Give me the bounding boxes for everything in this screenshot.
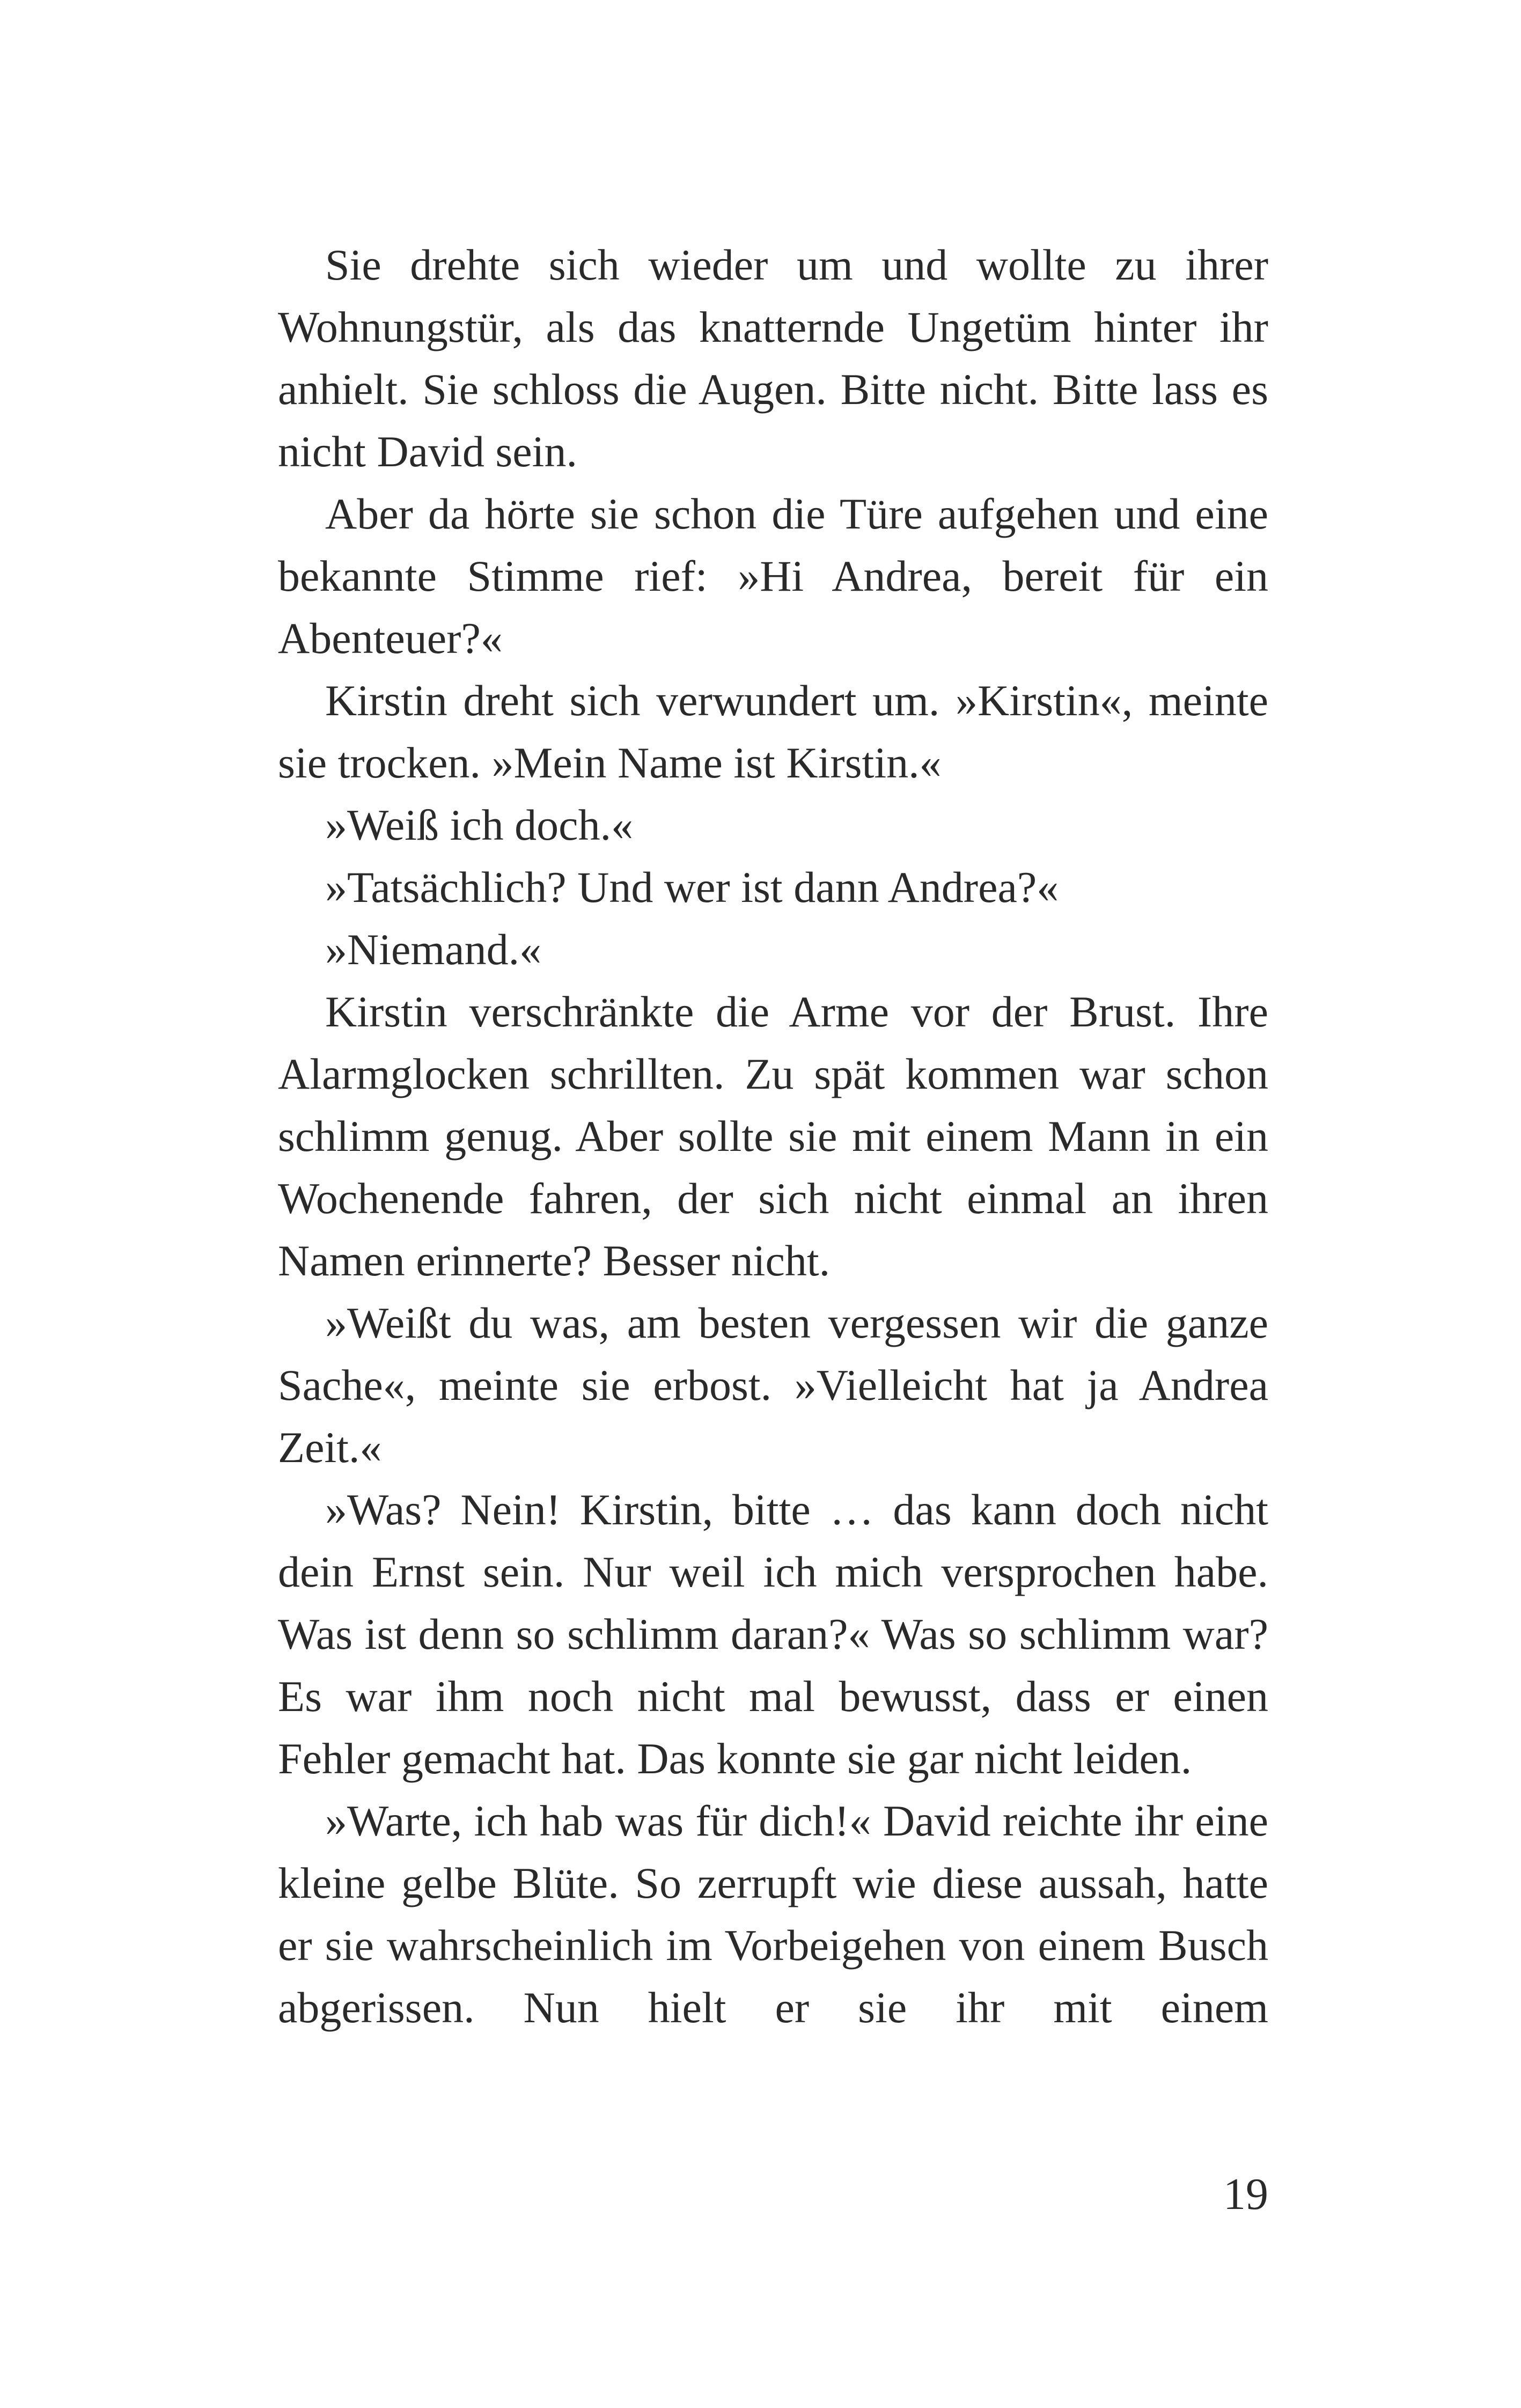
paragraph-7: Kirstin verschränkte die Arme vor der Brust. Ihre Alarmglocken schrillten. Zu spät kommen war schon schlimm genug. Aber sollte sie mit einem Mann in ein Wochenende fahren, der sich nicht einmal an ihren Namen erinnerte? Besser nicht. xyxy=(278,987,1268,1285)
paragraph-6: »Niemand.« xyxy=(325,925,542,974)
paragraph-10: »Warte, ich hab was für dich!« David reichte ihr eine kleine gelbe Blüte. So zerrupft wie diese aussah, hatte er sie wahrscheinlich im Vorbeigehen von einem Busch abgerissen. Nun hielt er sie ihr mit einem xyxy=(278,1796,1268,2032)
paragraph-9: »Was? Nein! Kirstin, bitte … das kann doch nicht dein Ernst sein. Nur weil ich mich versprochen habe. Was ist denn so schlimm daran?« Was so schlimm war? Es war ihm noch nicht mal bewusst, dass er einen Fehler gemacht hat. Das konnte sie gar nicht leiden. xyxy=(278,1485,1268,1783)
paragraph-8: »Weißt du was, am besten vergessen wir die ganze Sache«, meinte sie erbost. »Vielleicht hat ja Andrea Zeit.« xyxy=(278,1298,1268,1472)
paragraph-2: Aber da hörte sie schon die Türe aufgehen und eine bekannte Stimme rief: »Hi Andrea, bereit für ein Abenteuer?« xyxy=(278,489,1268,663)
paragraph-4: »Weiß ich doch.« xyxy=(325,801,634,849)
paragraph-3: Kirstin dreht sich verwundert um. »Kirstin«, meinte sie trocken. »Mein Name ist Kirstin.« xyxy=(278,676,1268,787)
body-text xyxy=(278,234,1268,2039)
paragraph-5: »Tatsächlich? Und wer ist dann Andrea?« xyxy=(325,863,1059,912)
paragraph-1: Sie drehte sich wieder um und wollte zu ihrer Wohnungstür, als das knatternde Ungetüm hinter ihr anhielt. Sie schloss die Augen. Bitte nicht. Bitte lass es nicht David sein. xyxy=(278,240,1268,476)
page-number: 19 xyxy=(1223,2169,1268,2219)
